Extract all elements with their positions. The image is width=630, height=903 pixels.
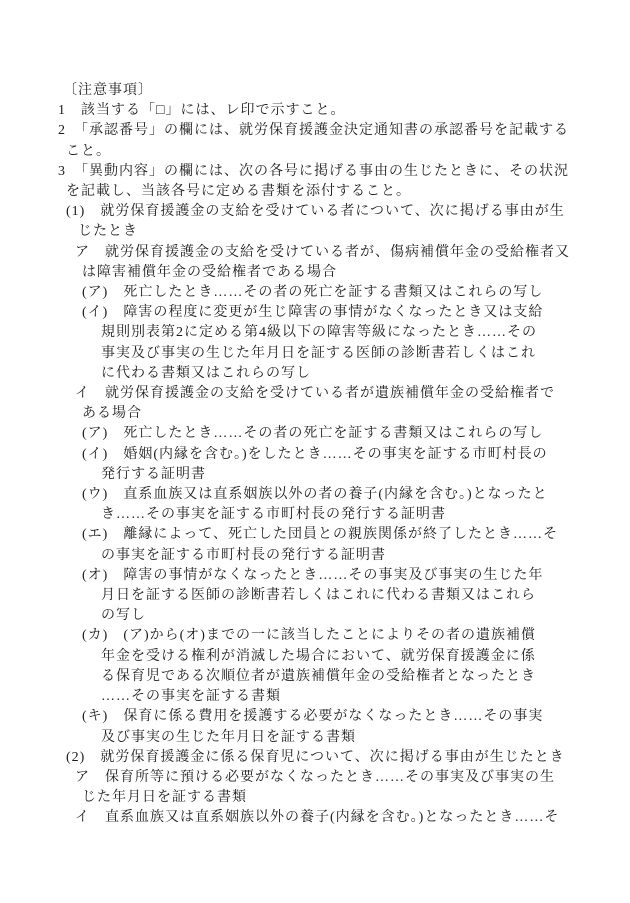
doc-line: を記載し、当該各号に定める書類を添付すること。 xyxy=(66,184,411,200)
doc-line: (1) 就労保育援護金の支給を受けている者について、次に掲げる事由が生 xyxy=(66,204,565,220)
doc-line: (ア) 死亡したとき……その者の死亡を証する書類又はこれらの写し xyxy=(82,285,544,301)
doc-line: 2 「承認番号」の欄には、就労保育援護金決定通知書の承認番号を記載する xyxy=(58,123,569,139)
doc-line: の写し xyxy=(101,608,146,624)
doc-line: る保育児である次順位者が遺族補償年金の受給権者となったとき xyxy=(101,668,536,684)
doc-line: 発行する証明書 xyxy=(101,466,206,482)
doc-line: 1 該当する「□」には、レ印で示すこと。 xyxy=(58,103,346,119)
doc-line: (オ) 障害の事情がなくなったとき……その事実及び事実の生じた年 xyxy=(82,567,544,583)
doc-line: の事実を証する市町村長の発行する証明書 xyxy=(101,547,386,563)
doc-line: ア 就労保育援護金の支給を受けている者が、傷病補償年金の受給権者又 xyxy=(75,244,570,260)
document-body xyxy=(0,81,630,829)
doc-line: き……その事実を証する市町村長の発行する証明書 xyxy=(101,507,446,523)
doc-line: こと。 xyxy=(66,143,111,159)
doc-line: は障害補償年金の受給権者である場合 xyxy=(82,264,337,280)
doc-line: (キ) 保育に係る費用を援護する必要がなくなったとき……その事実 xyxy=(82,709,544,725)
doc-line: (ア) 死亡したとき……その者の死亡を証する書類又はこれらの写し xyxy=(82,426,544,442)
doc-line: じたとき xyxy=(78,224,138,240)
doc-line: (ウ) 直系血族又は直系姻族以外の者の養子(内縁を含む。)となったと xyxy=(82,487,548,503)
doc-line: (2) 就労保育援護金に係る保育児について、次に掲げる事由が生じたとき xyxy=(66,749,565,765)
doc-line: (イ) 障害の程度に変更が生じ障害の事情がなくなったとき又は支給 xyxy=(82,305,544,321)
doc-line: 年金を受ける権利が消滅した場合において、就労保育援護金に係 xyxy=(101,648,536,664)
doc-line: 3 「異動内容」の欄には、次の各号に掲げる事由の生じたときに、その状況 xyxy=(58,163,569,179)
doc-line: ……その事実を証する書類 xyxy=(101,689,281,705)
doc-line: ア 保育所等に預ける必要がなくなったとき……その事実及び事実の生 xyxy=(75,769,555,785)
doc-line: イ 直系血族又は直系姻族以外の養子(内縁を含む。)となったとき……そ xyxy=(75,810,560,826)
doc-line: 〔注意事項〕 xyxy=(63,83,153,98)
doc-line: ある場合 xyxy=(82,406,142,422)
doc-line: (エ) 離縁によって、死亡した団員との親族関係が終了したとき……そ xyxy=(82,527,559,543)
doc-line: 月日を証する医師の診断書若しくはこれに代わる書類又はこれら xyxy=(101,588,536,604)
doc-line: 事実及び事実の生じた年月日を証する医師の診断書若しくはこれ xyxy=(101,345,536,361)
doc-line: イ 就労保育援護金の支給を受けている者が遺族補償年金の受給権者で xyxy=(75,386,555,402)
doc-line: (カ) (ア)から(オ)までの一に該当したことによりその者の遺族補償 xyxy=(82,628,536,644)
doc-line: (イ) 婚姻(内縁を含む。)をしたとき……その事実を証する市町村長の xyxy=(82,446,548,462)
doc-line: 及び事実の生じた年月日を証する書類 xyxy=(101,729,356,745)
doc-line: 規則別表第2に定める第4級以下の障害等級になったとき……その xyxy=(101,325,537,341)
doc-line: に代わる書類又はこれらの写し xyxy=(101,365,311,381)
doc-line: じた年月日を証する書類 xyxy=(82,790,247,806)
